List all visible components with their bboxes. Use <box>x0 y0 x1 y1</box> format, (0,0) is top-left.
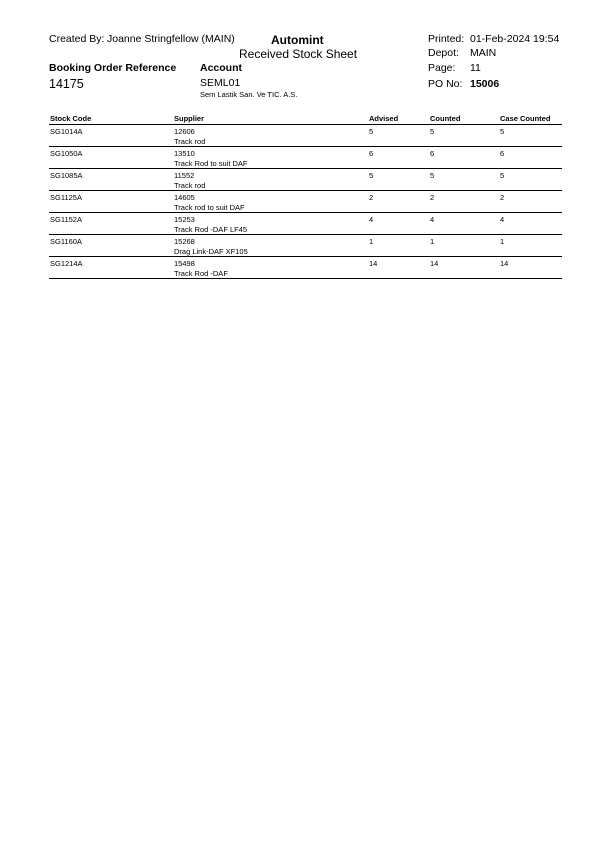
counted-cell: 5 <box>430 127 435 136</box>
created-by-label: Created By: <box>49 33 105 45</box>
table-row <box>49 125 562 147</box>
account-name: Sem Lastik San. Ve TIC. A.S. <box>200 90 298 99</box>
supplier-cell <box>174 215 247 234</box>
supplier-description: Drag Link-DAF XF105 <box>174 247 248 256</box>
supplier-description: Track rod to suit DAF <box>174 203 245 212</box>
po-value: 15006 <box>470 78 500 90</box>
table-row <box>49 147 562 169</box>
table-row <box>49 213 562 235</box>
case-counted-cell: 5 <box>500 127 505 136</box>
account-code: SEML01 <box>200 77 241 89</box>
stock-code-cell: SG1160A <box>50 237 82 246</box>
page-label: Page: <box>428 62 456 74</box>
stock-code-cell: SG1152A <box>50 215 82 224</box>
advised-cell: 14 <box>369 259 378 268</box>
advised-cell: 2 <box>369 193 374 202</box>
booking-ref-value: 14175 <box>49 77 84 91</box>
supplier-description: Track Rod -DAF LF45 <box>174 225 248 234</box>
supplier-code: 11552 <box>174 171 195 180</box>
supplier-code: 15268 <box>174 237 195 246</box>
counted-cell: 5 <box>430 171 435 180</box>
booking-ref-label: Booking Order Reference <box>49 62 177 74</box>
supplier-description: Track Rod to suit DAF <box>174 159 248 168</box>
account-label: Account <box>200 62 242 74</box>
stock-code-cell: SG1050A <box>50 149 83 158</box>
advised-cell: 5 <box>369 127 374 136</box>
stock-code-cell: SG1214A <box>50 259 83 268</box>
supplier-cell <box>174 149 248 168</box>
supplier-code: 13510 <box>174 149 195 158</box>
printed-value: 01-Feb-2024 19:54 <box>470 33 560 45</box>
company-name: Automint <box>271 33 324 47</box>
case-counted-cell: 1 <box>500 237 505 246</box>
case-counted-cell: 4 <box>500 215 505 224</box>
col-case-counted: Case Counted <box>500 114 551 123</box>
counted-cell: 4 <box>430 215 435 224</box>
depot-label: Depot: <box>428 47 459 59</box>
supplier-cell <box>174 259 228 278</box>
advised-cell: 6 <box>369 149 374 158</box>
case-counted-cell: 5 <box>500 171 505 180</box>
col-stock-code: Stock Code <box>50 114 92 123</box>
col-counted: Counted <box>430 114 461 123</box>
printed-label: Printed: <box>428 33 465 45</box>
supplier-cell <box>174 237 248 256</box>
advised-cell: 4 <box>369 215 374 224</box>
stock-code-cell: SG1014A <box>50 127 83 136</box>
table-header <box>49 114 562 125</box>
stock-table <box>49 114 562 279</box>
supplier-description: Track Rod -DAF <box>174 269 228 278</box>
supplier-description: Track rod <box>174 181 206 190</box>
stock-code-cell: SG1085A <box>50 171 83 180</box>
counted-cell: 2 <box>430 193 435 202</box>
case-counted-cell: 14 <box>500 259 509 268</box>
supplier-description: Track rod <box>174 137 206 146</box>
case-counted-cell: 2 <box>500 193 505 202</box>
supplier-code: 15498 <box>174 259 195 268</box>
table-row <box>49 257 562 279</box>
supplier-cell <box>174 193 245 212</box>
supplier-code: 12606 <box>174 127 195 136</box>
stock-code-cell: SG1125A <box>50 193 82 202</box>
supplier-cell <box>174 171 205 190</box>
case-counted-cell: 6 <box>500 149 505 158</box>
table-row <box>49 169 562 191</box>
table-row <box>49 191 562 213</box>
counted-cell: 6 <box>430 149 435 158</box>
advised-cell: 1 <box>369 237 374 246</box>
supplier-cell <box>174 127 205 146</box>
counted-cell: 14 <box>430 259 439 268</box>
po-label: PO No: <box>428 78 463 90</box>
created-by-value: Joanne Stringfellow (MAIN) <box>107 33 235 45</box>
supplier-code: 15253 <box>174 215 195 224</box>
document-title: Received Stock Sheet <box>239 47 358 61</box>
table-row <box>49 235 562 257</box>
counted-cell: 1 <box>430 237 435 246</box>
page-value: 11 <box>470 62 481 74</box>
advised-cell: 5 <box>369 171 374 180</box>
supplier-code: 14605 <box>174 193 195 202</box>
col-advised: Advised <box>369 114 399 123</box>
depot-value: MAIN <box>470 47 497 59</box>
col-supplier: Supplier <box>174 114 205 123</box>
